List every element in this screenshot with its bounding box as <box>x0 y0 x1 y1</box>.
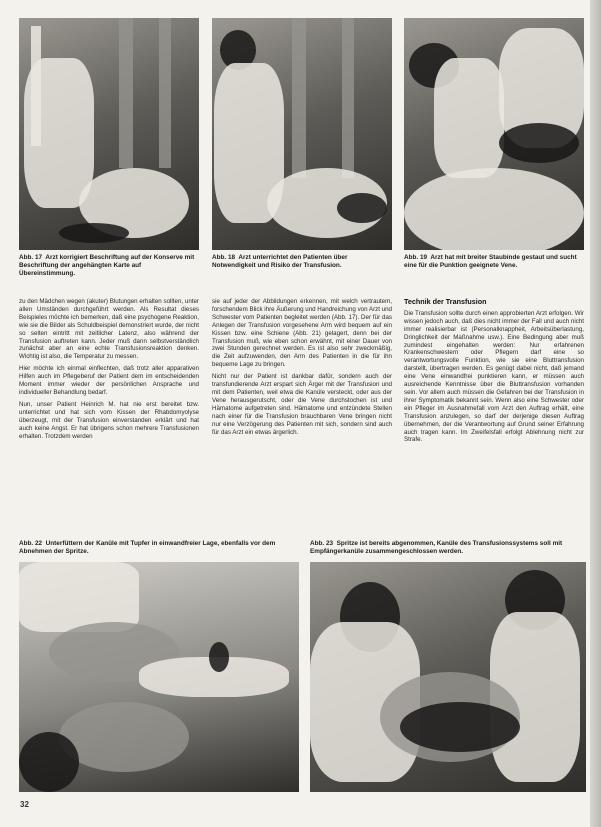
figure-caption-text: Arzt unterrichtet den Patienten über Notwendigkeit und Risiko der Transfusion. <box>212 254 348 269</box>
figure-caption-text: Arzt hat mit breiter Staubinde gestaut und sucht eine für die Punktion geeignete Vene. <box>404 254 577 269</box>
caption-fig23 <box>310 540 586 556</box>
body-column-2 <box>212 298 392 530</box>
figure-label: Abb. 23 <box>310 540 334 547</box>
figure-label: Abb. 22 <box>19 540 43 547</box>
paragraph: Hier möchte ich einmal einflechten, daß trotz aller apparativen Hilfen auch im Pflegeberuf der Patient dem im entscheidenden Moment immer wieder der persönlichen Ansprache und individueller Behandlung bedarf. <box>19 365 199 396</box>
caption-fig18 <box>212 254 392 270</box>
caption-fig22 <box>19 540 299 556</box>
page-number: 32 <box>20 800 29 809</box>
paragraph: Nicht nur der Patient ist dankbar dafür, sondern auch der transfundierende Arzt erspart sich Ärger mit der Transfusion und mit dem Patienten, weil etwa die Kanüle versteckt, oder aus der Vene herausgerutscht, oder die Vene durchstochen ist und Hämatome aufgetreten sind. Hämatome und entzündete Stellen nach einer für die Transfusion brauchbaren Vene bringen nicht nur eine Verzögerung des Patienten mit sich, sondern sind auch für das Arzt ein etwas ärgerlich. <box>212 373 392 436</box>
figure-caption-text: Arzt korrigiert Beschriftung auf der Konserve mit Beschriftung der angehängten Karte auf Übereinstimmung. <box>19 254 195 277</box>
body-column-3 <box>404 298 584 530</box>
photo-fig19 <box>404 18 584 250</box>
paragraph: Nun, unser Patient Heinrich M. hat nie erst bereitet bzw. unterrichtet und hat sich vom Kissen der Rhabdomyolyse überzeugt, mit der Transfusion einverstanden erklärt und hat auch keine Angst. Er hat übrigens schon mehrere Transfusionen erhalten. Trotzdem werden <box>19 400 199 440</box>
caption-fig19 <box>404 254 584 270</box>
figure-caption-text: Unterfüttern der Kanüle mit Tupfer in einwandfreier Lage, ebenfalls vor dem Abnehmen der Spritze. <box>19 540 276 555</box>
paragraph: Die Transfusion sollte durch einen approbierten Arzt erfolgen. Wir wissen jedoch auch, daß dies nicht immer der Fall und auch nicht immer realisierbar ist (Personalknappheit, Arbeitsüberlastung, Dringlichkeit der Maßnahme usw.). Eine Bedingung aber muß zumindest eingehalten werden: Nur erfahrenen Krankenschwestern oder Pflegern darf eine so verantwortungsvolle Funktion, wie sie eine Bluttransfusion darstellt, übertragen werden. Es genügt dabei nicht, daß jemand eine Vene einwandfrei punktieren kann, er müssen auch ausreichende Kenntnisse über die Bluttransfusion vorhanden sein. Vor allem auch müssen die Gefahren bei der Transfusion in ihrer Symptomatik bekannt sein. Wenn also eine Schwester oder ein Pfleger im Ausnahmefall vom Arzt den Auftrag erhält, eine Transfusion anzulegen, so darf der derjenige diesen Auftrag übernehmen, der die Verantwortung auf Grund seiner Erfahrung auch tragen kann. Im Zweifelsfall erfolgt Ablehnung nicht zur Strafe. <box>404 309 584 444</box>
caption-fig17 <box>19 254 199 278</box>
figure-label: Abb. 19 <box>404 254 428 261</box>
page-edge <box>590 0 601 827</box>
body-column-1 <box>19 298 199 530</box>
photo-fig17 <box>19 18 199 250</box>
figure-label: Abb. 17 <box>19 254 43 261</box>
paragraph: sie auf jeder der Abbildungen erkennen, mit welch vertrautem, forschendem Blick ihre Äußerung und Handreichung von Arzt und Schwester vom Patienten begleitet werden (Abb. 17). Der für das Anlegen der Transfusion vorgesehene Arm wird bequem auf ein Kissen bzw. eine Schiene (Abb. 21) gelagert, denn bei der Transfusion muß, wie eben schon erwähnt, mit einer Dauer von zwei Stunden gerechnet werden. Es ist also sehr zweckmäßig, die Zeit aufzuwenden, den Arm des Patienten in die für ihn bequeme Lage zu bringen. <box>212 298 392 369</box>
photo-fig22 <box>19 562 299 792</box>
paragraph: zu den Mädchen wegen (akuter) Blutungen erhalten sollten, unter allen Umständen durchgeführt werden. Als Resultat dieses Beispieles möchte ich bemerken, daß eine psychogene Reaktion, wie sie die Bilder als Schuldbeispiel demonstriert wurde, der nicht so selten eintritt mit zeitlicher Latenz, also während der Transfusion auftreten kann. Jeder muß dann selbstverständlich zunächst aber an eine echte Transfusionsreaktion denken. Wichtig ist also, die Temperatur zu messen. <box>19 298 199 361</box>
section-heading: Technik der Transfusion <box>404 298 487 306</box>
figure-caption-text: Spritze ist bereits abgenommen, Kanüle des Transfusionssystems soll mit Empfängerkanüle zusammengeschlossen werden. <box>310 540 563 555</box>
photo-fig18 <box>212 18 392 250</box>
photo-fig23 <box>310 562 586 792</box>
figure-label: Abb. 18 <box>212 254 236 261</box>
